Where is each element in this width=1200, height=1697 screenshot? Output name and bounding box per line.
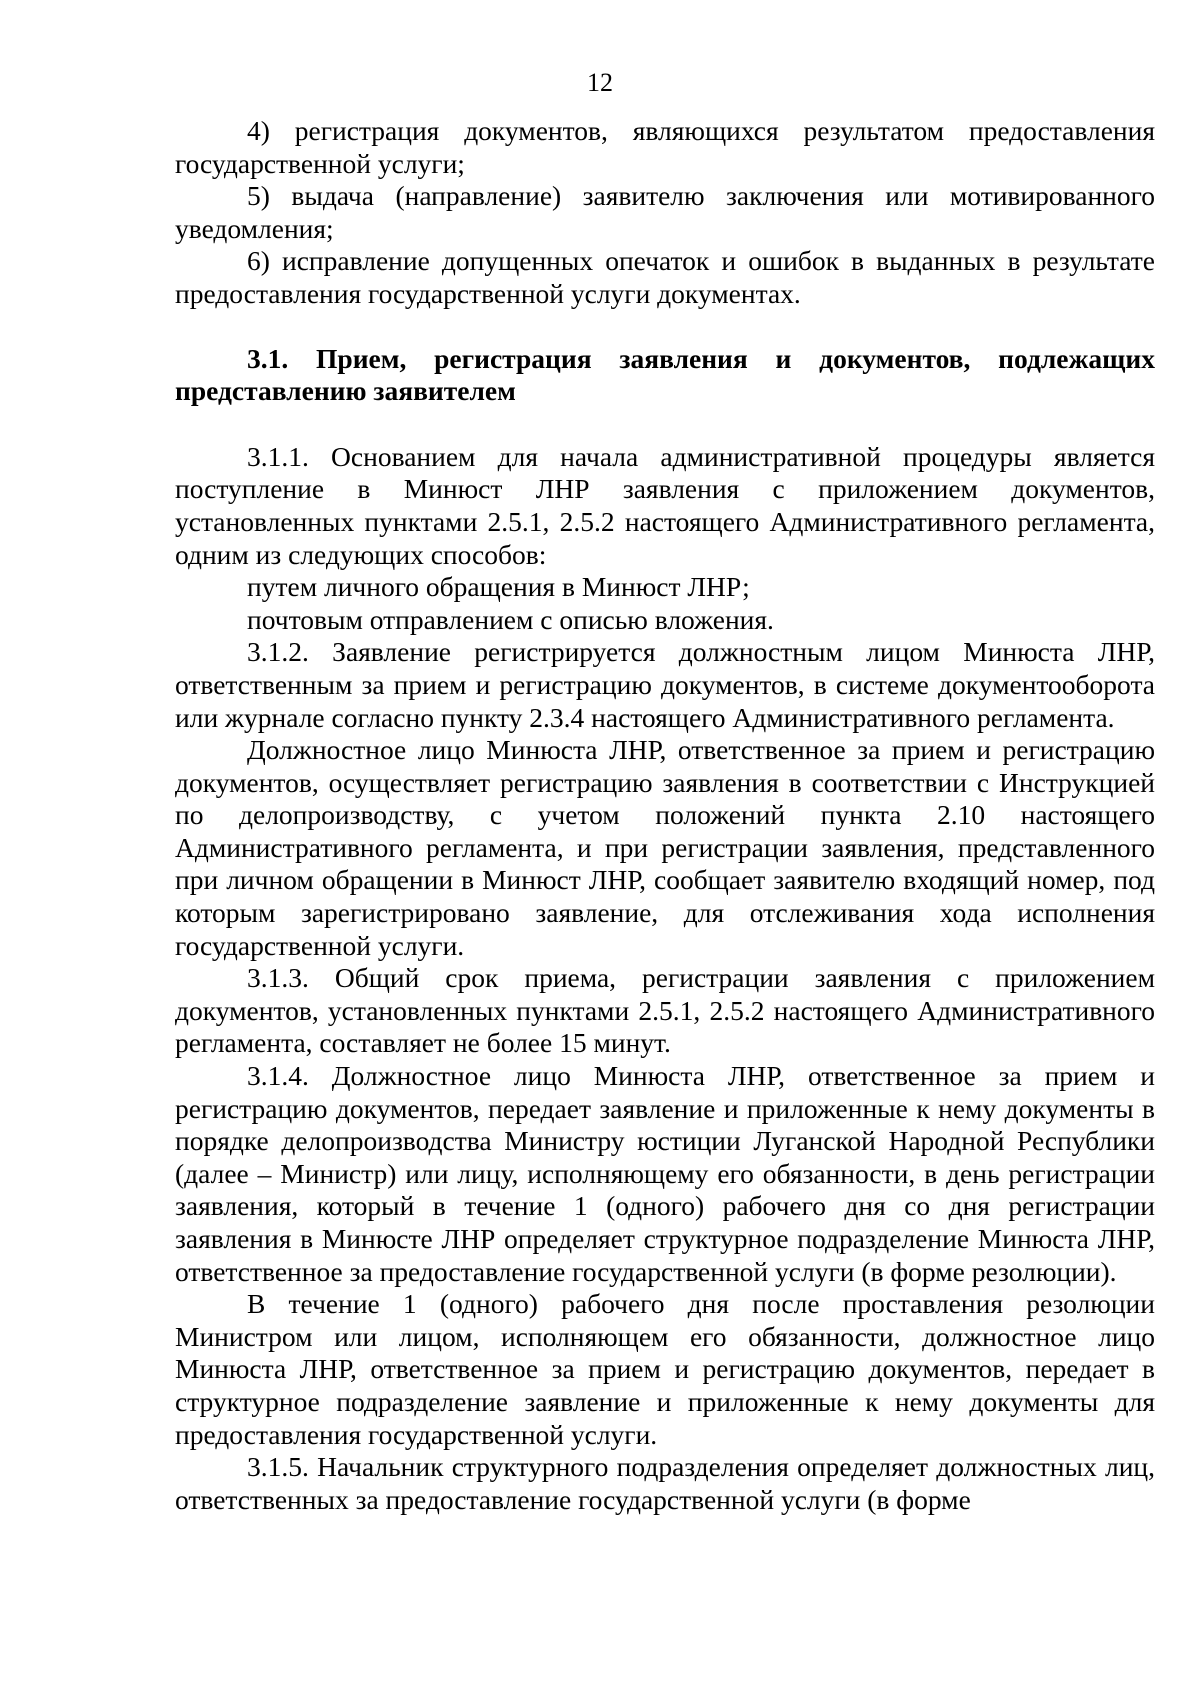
paragraph-3-1-5: 3.1.5. Начальник структурного подразделения определяет должностных лиц, ответственных за предоставление государственной услуги (в форме <box>175 1451 1155 1515</box>
paragraph-resolution-transfer: В течение 1 (одного) рабочего дня после проставления резолюции Министром или лицом, исполняющем его обязанности, должностное лицо Минюста ЛНР, ответственное за прием и регистрацию документов, передает в структурное подразделение заявление и приложенные к нему документы для предоставления государственной услуги. <box>175 1288 1155 1450</box>
paragraph-3-1-3: 3.1.3. Общий срок приема, регистрации заявления с приложением документов, установленных пунктами 2.5.1, 2.5.2 настоящего Административного регламента, составляет не более 15 минут. <box>175 962 1155 1059</box>
page-number: 12 <box>587 68 613 97</box>
paragraph-3-1-2: 3.1.2. Заявление регистрируется должностным лицом Минюста ЛНР, ответственным за прием и регистрацию документов, в системе документооборота или журнале согласно пункту 2.3.4 настоящего Административного регламента. <box>175 636 1155 733</box>
paragraph-item-5: 5) выдача (направление) заявителю заключения или мотивированного уведомления; <box>175 180 1155 244</box>
paragraph-item-4: 4) регистрация документов, являющихся результатом предоставления государственной услуги; <box>175 115 1155 179</box>
paragraph-registration-details: Должностное лицо Минюста ЛНР, ответственное за прием и регистрацию документов, осуществляет регистрацию заявления в соответствии с Инструкцией по делопроизводству, с учетом положений пункта 2.10 настоящего Административного регламента, и при регистрации заявления, представленного при личном обращении в Минюст ЛНР, сообщает заявителю входящий номер, под которым зарегистрировано заявление, для отслеживания хода исполнения государственной услуги. <box>175 734 1155 961</box>
paragraph-3-1-1: 3.1.1. Основанием для начала административной процедуры является поступление в Минюст ЛНР заявления с приложением документов, установленных пунктами 2.5.1, 2.5.2 настоящего Административного регламента, одним из следующих способов: <box>175 440 1155 570</box>
paragraph-item-6: 6) исправление допущенных опечаток и ошибок в выданных в результате предоставления государственной услуги документах. <box>175 245 1155 309</box>
document-body <box>175 115 1155 1516</box>
paragraph-3-1-4: 3.1.4. Должностное лицо Минюста ЛНР, ответственное за прием и регистрацию документов, передает заявление и приложенные к нему документы в порядке делопроизводства Министру юстиции Луганской Народной Республики (далее – Министр) или лицу, исполняющему его обязанности, в день регистрации заявления, который в течение 1 (одного) рабочего дня со дня регистрации заявления в Минюсте ЛНР определяет структурное подразделение Минюста ЛНР, ответственное за предоставление государственной услуги (в форме резолюции). <box>175 1060 1155 1287</box>
section-heading: 3.1. Прием, регистрация заявления и документов, подлежащих представлению заявителем <box>175 342 1155 407</box>
paragraph-method-personal: путем личного обращения в Минюст ЛНР; <box>247 571 750 603</box>
paragraph-method-mail: почтовым отправлением с описью вложения. <box>247 603 774 635</box>
